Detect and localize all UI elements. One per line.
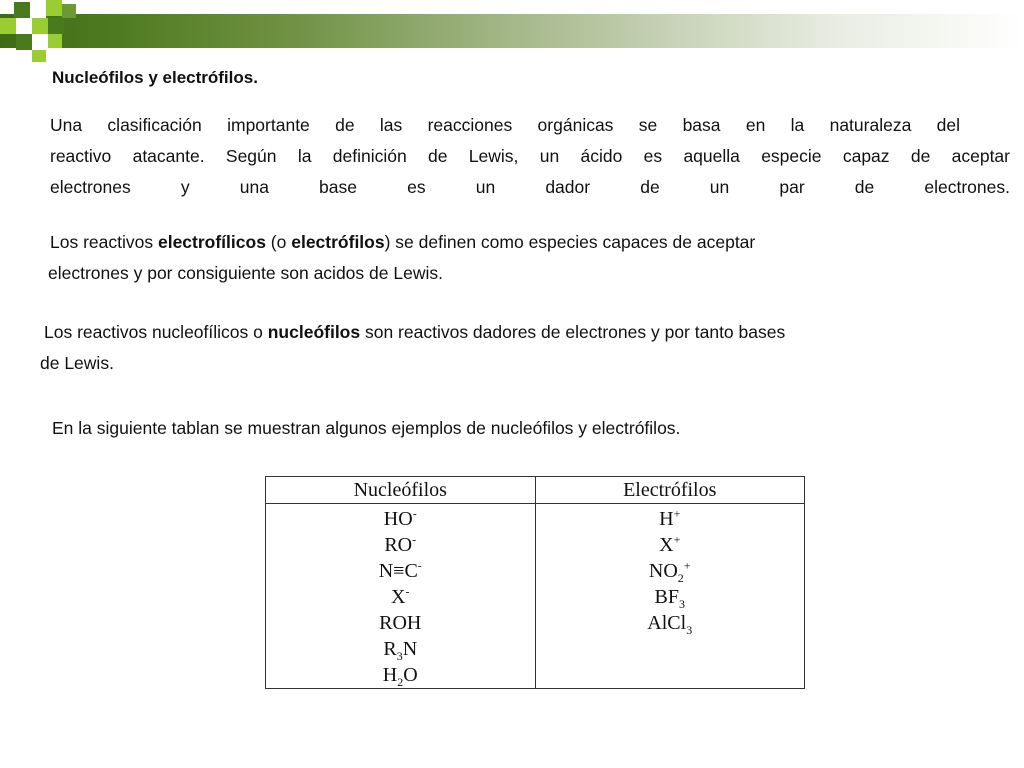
decor-square [14, 2, 30, 18]
decor-square [32, 50, 46, 62]
text-line: Los reactivos nucleofílicos o nucleófilos son reactivos dadores de electrones y por tanto bases [44, 322, 786, 342]
decor-square [16, 34, 32, 50]
decor-square [30, 2, 46, 18]
table-header-row [266, 477, 805, 504]
nucleophiles-cell [266, 504, 536, 689]
list-item: $H_2O$ [382, 664, 418, 689]
text-line: Una clasificación importante de las reacciones orgánicas se basa en la naturaleza del [50, 115, 960, 135]
list-item: X+ [659, 532, 681, 556]
list-item: N≡C- [378, 558, 422, 582]
decor-square [16, 18, 32, 34]
list-item: $R_3N$ [383, 638, 418, 663]
header-band [0, 14, 1024, 48]
decor-square [62, 4, 76, 18]
examples-table [265, 476, 805, 689]
text-line: reactivo atacante. Según la definición de Lewis, un ácido es aquella especie capaz de aceptar [50, 146, 1010, 166]
page-title: Nucleófilos y electrófilos. [52, 68, 258, 87]
paragraph-electrophiles [50, 227, 950, 289]
list-item: $BF_3$ [654, 586, 685, 611]
decor-square [48, 18, 64, 34]
list-item: AlCl$_3$ [647, 612, 693, 637]
decor-square [32, 34, 48, 50]
decor-square [0, 18, 16, 34]
term-electrofilos: electrófilos [291, 232, 385, 252]
text-line: de Lewis. [40, 353, 114, 373]
list-item: ROH [379, 612, 422, 634]
text-line: electrones y una base es un dador de un par de electrones. [50, 177, 1010, 197]
list-item: $NO_2^+$ [648, 558, 691, 585]
column-header-electrophiles: Electrófilos [535, 477, 805, 504]
decor-square [46, 0, 62, 16]
paragraph-nucleophiles [40, 317, 964, 379]
list-item: RO- [384, 532, 417, 556]
list-item: X- [391, 584, 410, 608]
list-item: H+ [659, 506, 681, 530]
text-line: Los reactivos electrofílicos (o electrófilos) se definen como especies capaces de aceptar [50, 232, 756, 252]
column-header-nucleophiles: Nucleófilos [266, 477, 536, 504]
text-line: electrones y por consiguiente son acidos de Lewis. [48, 263, 443, 283]
term-electrofilicos: electrofílicos [157, 232, 266, 252]
term-nucleofilos: nucleófilos [267, 322, 361, 342]
electrophiles-cell [535, 504, 805, 689]
table-row [266, 504, 805, 689]
list-item: HO- [383, 506, 417, 530]
paragraph-table-intro: En la siguiente tablan se muestran algunos ejemplos de nucleófilos y electrófilos. [52, 418, 681, 438]
paragraph-lewis-definition [50, 110, 1010, 203]
decor-square [48, 34, 62, 48]
decor-square [32, 18, 48, 34]
